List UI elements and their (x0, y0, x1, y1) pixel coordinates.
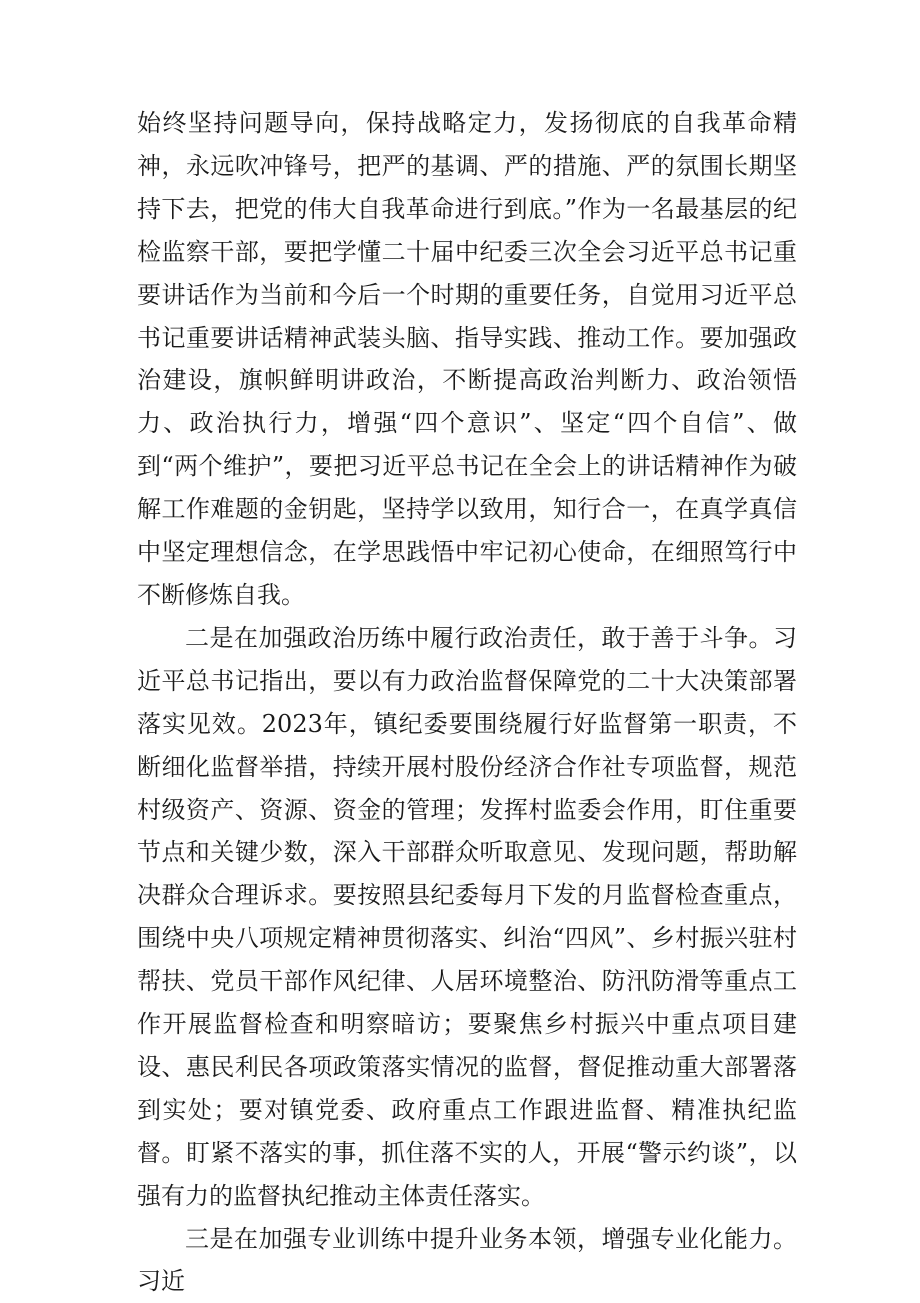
paragraph-2: 二是在加强政治历练中履行政治责任，敢于善于斗争。习近平总书记指出，要以有力政治监督保障党的二十大决策部署落实见效。2023年，镇纪委要围绕履行好监督第一职责，不断细化监督举措，持续开展村股份经济合作社专项监督，规范村级资产、资源、资金的管理；发挥村监委会作用，盯住重要节点和关键少数，深入干部群众听取意见、发现问题，帮助解决群众合理诉求。要按照县纪委每月下发的月监督检查重点，围绕中央八项规定精神贯彻落实、纠治“四风”、乡村振兴驻村帮扶、党员干部作风纪律、人居环境整治、防汛防滑等重点工作开展监督检查和明察暗访；要聚焦乡村振兴中重点项目建设、惠民利民各项政策落实情况的监督，督促推动重大部署落到实处；要对镇党委、政府重点工作跟进监督、精准执纪监督。盯紧不落实的事，抓住落不实的人，开展“警示约谈”，以强有力的监督执纪推动主体责任落实。 (137, 623, 797, 1210)
paragraph-1: 始终坚持问题导向，保持战略定力，发扬彻底的自我革命精神，永远吹冲锋号，把严的基调、严的措施、严的氛围长期坚持下去，把党的伟大自我革命进行到底。”作为一名最基层的纪检监察干部，要把学懂二十届中纪委三次全会习近平总书记重要讲话作为当前和今后一个时期的重要任务，自觉用习近平总书记重要讲话精神武装头脑、指导实践、推动工作。要加强政治建设，旗帜鲜明讲政治，不断提高政治判断力、政治领悟力、政治执行力，增强“四个意识”、坚定“四个自信”、做到“两个维护”，要把习近平总书记在全会上的讲话精神作为破解工作难题的金钥匙，坚持学以致用，知行合一，在真学真信中坚定理想信念，在学思践悟中牢记初心使命，在细照笃行中不断修炼自我。 (137, 109, 797, 609)
document-body (137, 102, 797, 1303)
paragraph-3: 三是在加强专业训练中提升业务本领，增强专业化能力。习近 (137, 1224, 797, 1296)
